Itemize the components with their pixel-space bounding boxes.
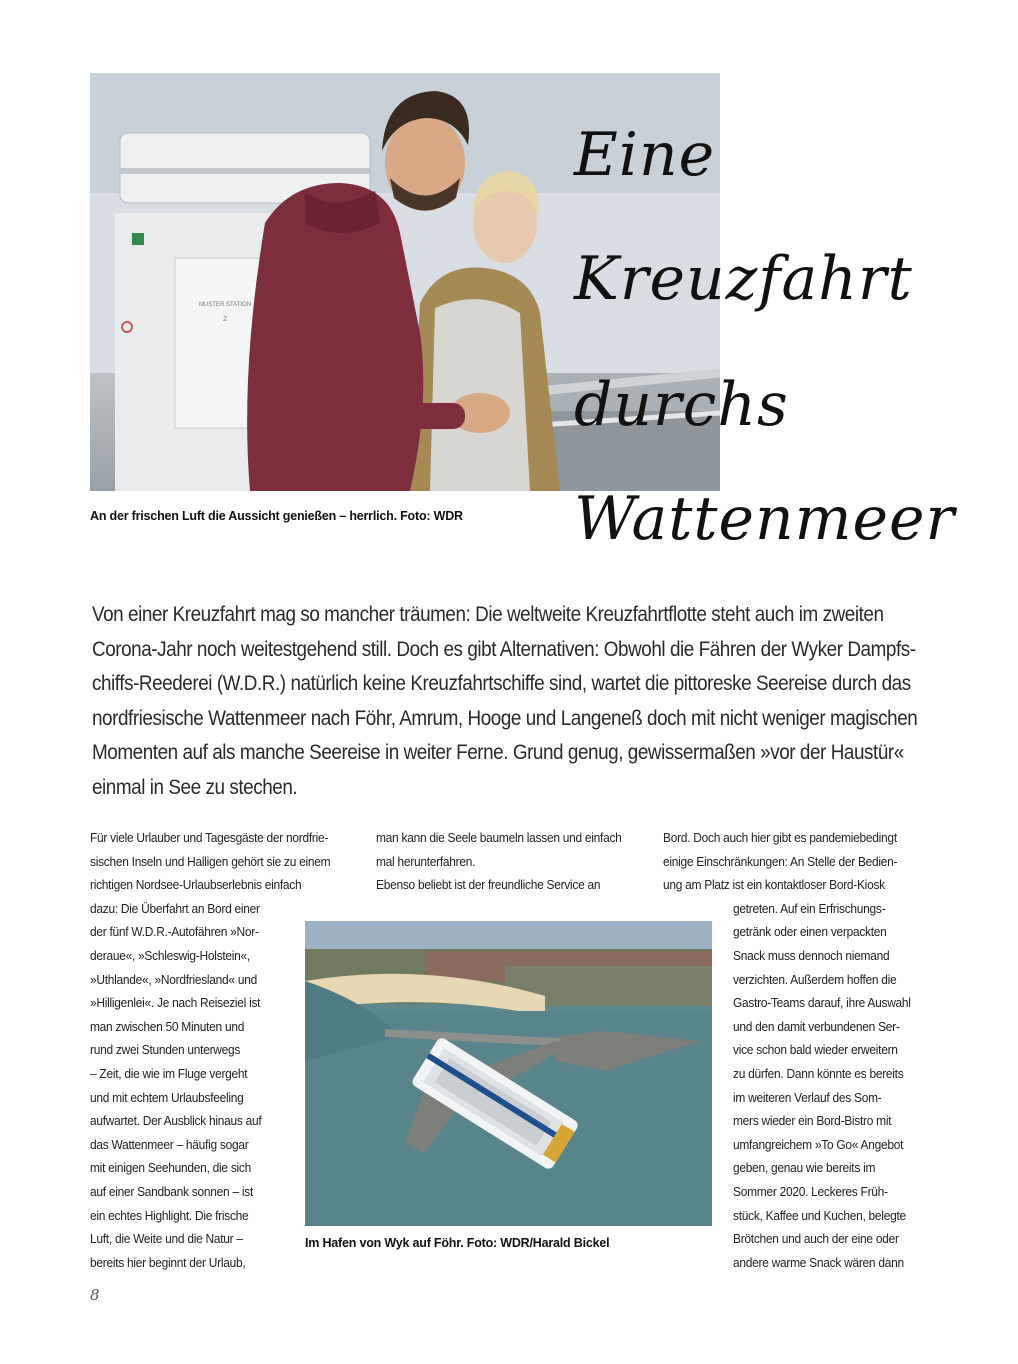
- column-line: geben, genau wie bereits im: [733, 1160, 876, 1176]
- title-line-3: durchs: [574, 370, 789, 440]
- column-line: mers wieder ein Bord-Bistro mit: [733, 1113, 892, 1129]
- lead-line: nordfriesische Wattenmeer nach Föhr, Amrum, Hooge und Langeneß doch mit nicht weniger magischen: [92, 706, 918, 730]
- page-number: 8: [90, 1286, 100, 1304]
- lead-line: Von einer Kreuzfahrt mag so mancher träumen: Die weltweite Kreuzfahrtflotte steht auch im zweiten: [92, 603, 884, 626]
- column-line: rund zwei Stunden unterwegs: [90, 1042, 241, 1058]
- column-line: getreten. Auf ein Erfrischungs-: [733, 900, 886, 916]
- column-line: »Hilligenlei«. Je nach Reiseziel ist: [90, 995, 261, 1011]
- column-line: Sommer 2020. Leckeres Früh-: [733, 1183, 888, 1199]
- column-line: andere warme Snack wären dann: [733, 1254, 904, 1270]
- column-line: bereits hier beginnt der Urlaub,: [90, 1254, 246, 1270]
- column-line: Luft, die Weite und die Natur –: [90, 1231, 243, 1247]
- muster-station-sign: MUSTER STATION: [198, 302, 252, 308]
- lead-paragraph: [92, 598, 942, 805]
- column-line: ein echtes Highlight. Die frische: [90, 1207, 249, 1223]
- column-line: umfangreichem »To Go« Angebot: [733, 1136, 904, 1152]
- column-line: und den damit verbundenen Ser-: [733, 1018, 900, 1034]
- harbour-photo: [305, 921, 712, 1226]
- column-line: man zwischen 50 Minuten und: [90, 1018, 245, 1034]
- column-line: aufwartet. Der Ausblick hinaus auf: [90, 1113, 262, 1129]
- column-line: im weiteren Verlauf des Som-: [733, 1089, 882, 1105]
- column-line: deraue«, »Schleswig-Holstein«,: [90, 947, 250, 963]
- harbour-photo-caption: Im Hafen von Wyk auf Föhr. Foto: WDR/Harald Bickel: [305, 1236, 610, 1250]
- column-line: auf einer Sandbank sonnen – ist: [90, 1183, 253, 1199]
- column-line: das Wattenmeer – häufig sogar: [90, 1136, 249, 1152]
- harbour-photo-illustration: [305, 921, 712, 1226]
- column-line: mal herunterfahren.: [376, 853, 476, 869]
- column-line: dazu: Die Überfahrt an Bord einer: [90, 900, 260, 916]
- column-line: Brötchen und auch der eine oder: [733, 1231, 899, 1247]
- column-line: und mit echtem Urlaubsfeeling: [90, 1089, 244, 1105]
- column-line: ung am Platz ist ein kontaktloser Bord-Kiosk: [663, 877, 885, 893]
- column-line: verzichten. Außerdem hoffen die: [733, 971, 897, 987]
- column-line: Für viele Urlauber und Tagesgäste der nordfrie-: [90, 830, 329, 845]
- title-line-4: Wattenmeer: [574, 484, 956, 554]
- column-line: einige Einschränkungen: An Stelle der Bedien-: [663, 853, 898, 869]
- column-line: mit einigen Seehunden, die sich: [90, 1160, 251, 1176]
- lead-line: einmal in See zu stechen.: [92, 775, 298, 799]
- lead-line: Corona-Jahr noch weitestgehend still. Doch es gibt Alternativen: Obwohl die Fähren der Wyker Dampfs-: [92, 637, 916, 661]
- body-column-2: [376, 826, 656, 897]
- top-photo-caption: An der frischen Luft die Aussicht genießen – herrlich. Foto: WDR: [90, 509, 463, 523]
- muster-station-number: 2: [223, 316, 227, 323]
- column-line: Gastro-Teams darauf, ihre Auswahl: [733, 995, 911, 1011]
- column-line: vice schon bald wieder erweitern: [733, 1042, 898, 1058]
- column-line: Snack muss dennoch niemand: [733, 947, 890, 963]
- column-line: zu dürfen. Dann könnte es bereits: [733, 1065, 904, 1081]
- column-line: Ebenso beliebt ist der freundliche Service an: [376, 877, 601, 893]
- column-line: – Zeit, die wie im Fluge vergeht: [90, 1065, 248, 1081]
- column-line: stück, Kaffee und Kuchen, belegte: [733, 1207, 906, 1223]
- column-line: richtigen Nordsee-Urlaubserlebnis einfach: [90, 877, 302, 893]
- title-line-2: Kreuzfahrt: [574, 244, 913, 314]
- column-line: man kann die Seele baumeln lassen und einfach: [376, 830, 622, 845]
- column-line: sischen Inseln und Halligen gehört sie zu einem: [90, 853, 331, 869]
- column-line: Bord. Doch auch hier gibt es pandemiebedingt: [663, 830, 897, 845]
- column-line: »Uthlande«, »Nordfriesland« und: [90, 971, 257, 987]
- title-line-1: Eine: [574, 120, 716, 190]
- column-line: der fünf W.D.R.-Autofähren »Nor-: [90, 924, 259, 940]
- column-line: getränk oder einen verpackten: [733, 924, 887, 940]
- lead-line: chiffs-Reederei (W.D.R.) natürlich keine Kreuzfahrtschiffe sind, wartet die pittoreske Seereise durch das: [92, 672, 911, 695]
- lead-line: Momenten auf als manche Seereise in weiter Ferne. Grund genug, gewissermaßen »vor der Haustür«: [92, 741, 904, 764]
